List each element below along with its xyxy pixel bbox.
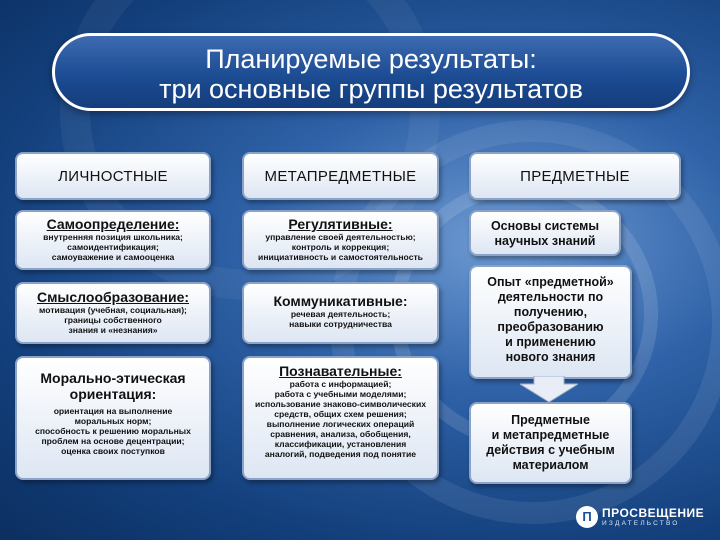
box-line: контроль и коррекция; xyxy=(291,242,390,252)
box-line: Предметные xyxy=(511,413,590,427)
box-line: Опыт «предметной» xyxy=(487,275,614,289)
box-communicative xyxy=(242,282,439,344)
down-arrow-icon xyxy=(520,376,578,402)
box-line: мотивация (учебная, социальная); xyxy=(39,305,187,315)
logo-mark-icon: П xyxy=(576,506,598,528)
box-line: выполнение логических операций xyxy=(266,419,415,429)
box-line: Основы системы xyxy=(490,219,600,233)
box-line: проблем на основе децентрации; xyxy=(41,436,185,446)
header-personal xyxy=(15,152,211,200)
box-line: деятельности по xyxy=(497,290,604,304)
box-line: нового знания xyxy=(505,350,596,364)
title-line-2: три основные группы результатов xyxy=(159,74,583,104)
box-line: научных знаний xyxy=(494,234,596,248)
title-line-1: Планируемые результаты: xyxy=(205,44,537,74)
box-title: Морально-этическая ориентация: xyxy=(40,370,186,402)
box-knowledge-system xyxy=(469,210,621,256)
box-line: материалом xyxy=(512,458,589,472)
box-line: работа с учебными моделями; xyxy=(274,389,407,399)
box-line: речевая деятельность; xyxy=(290,309,391,319)
box-line: границы собственного xyxy=(64,315,162,325)
box-line: классификации, установления xyxy=(274,439,407,449)
box-title: Познавательные: xyxy=(279,363,402,379)
header-subject xyxy=(469,152,681,200)
box-line: действия с учебным xyxy=(486,443,615,457)
box-subject-experience xyxy=(469,265,632,379)
box-line: ориентация на выполнение xyxy=(53,406,173,416)
box-line: средств, общих схем решения; xyxy=(274,409,407,419)
header-metasubject xyxy=(242,152,439,200)
header-label: ПРЕДМЕТНЫЕ xyxy=(520,167,630,185)
box-line: самоидентификация; xyxy=(67,242,159,252)
box-line: оценка своих поступков xyxy=(61,446,165,456)
box-line: и применению xyxy=(505,335,596,349)
box-self-determination xyxy=(15,210,211,270)
box-regulatory xyxy=(242,210,439,270)
box-moral-ethical xyxy=(15,356,211,480)
box-line: получению, xyxy=(513,305,588,319)
box-line: использование знаково-символических xyxy=(254,399,427,409)
box-title: Смыслообразование: xyxy=(36,289,190,305)
logo-subtitle: ИЗДАТЕЛЬСТВО xyxy=(602,520,680,527)
box-subject-actions xyxy=(469,402,632,484)
header-label: МЕТАПРЕДМЕТНЫЕ xyxy=(264,167,417,185)
box-line: навыки сотрудничества xyxy=(289,319,392,329)
box-line: способность к решению моральных xyxy=(35,426,191,436)
box-line: сравнения, анализа, обобщения, xyxy=(270,429,411,439)
box-line: знания и «незнания» xyxy=(68,325,158,335)
box-line: аналогий, подведения под понятие xyxy=(264,449,417,459)
box-line: самоуважение и самооценка xyxy=(51,252,175,262)
box-line: работа с информацией; xyxy=(289,379,392,389)
slide-title xyxy=(52,33,690,111)
logo-name: ПРОСВЕЩЕНИЕ xyxy=(602,506,705,520)
header-label: ЛИЧНОСТНЫЕ xyxy=(58,167,168,185)
box-title: Самоопределение: xyxy=(46,216,180,232)
box-line: моральных норм; xyxy=(74,416,152,426)
box-title: Коммуникативные: xyxy=(273,293,408,309)
box-cognitive xyxy=(242,356,439,480)
box-line: внутренняя позиция школьника; xyxy=(43,232,183,242)
box-line: преобразованию xyxy=(497,320,604,334)
box-title: Регулятивные: xyxy=(288,216,393,232)
box-line: управление своей деятельностью; xyxy=(265,232,416,242)
box-meaning-formation xyxy=(15,282,211,344)
box-line: и метапредметные xyxy=(491,428,610,442)
publisher-logo xyxy=(576,504,712,534)
box-line: инициативность и самостоятельность xyxy=(258,252,423,262)
